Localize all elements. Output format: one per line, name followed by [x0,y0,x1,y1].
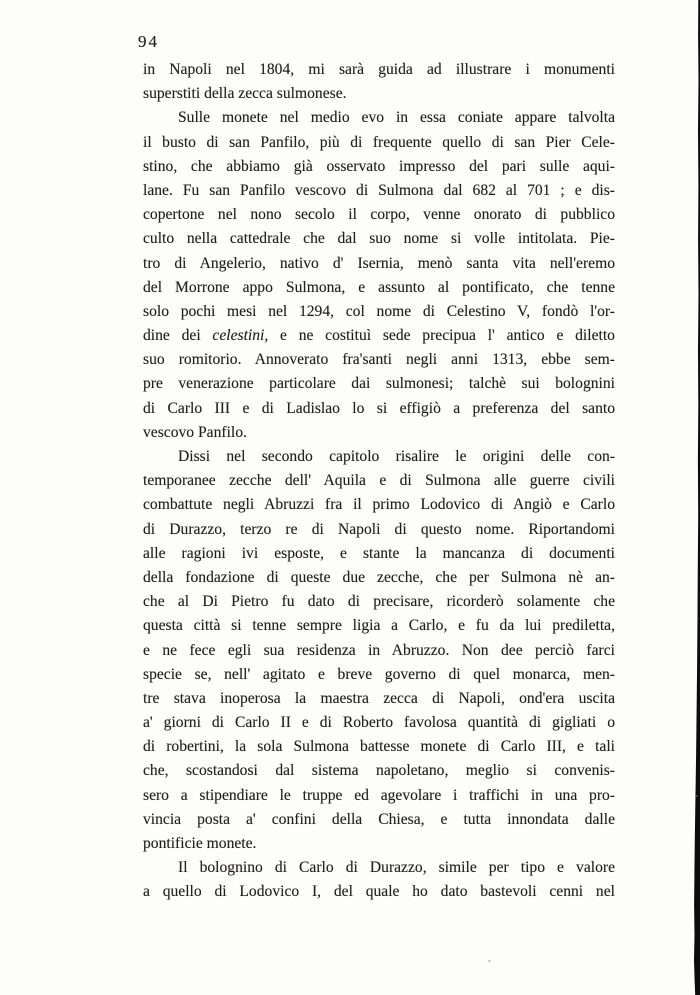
text-line [143,711,615,735]
text-line [143,687,615,711]
text-segment: combattute negli Abruzzi fra il primo Lodovico di Angiò e Carlo [143,496,615,514]
text-segment: il busto di san Panfilo, più di frequente quello di san Pier Cele- [143,133,615,151]
scan-speck [488,960,491,962]
text-segment: che, scostandosi dal sistema napoletano, meglio si convenis- [143,762,615,780]
italic-text: celestini, [212,327,269,345]
text-segment: temporanee zecche dell' Aquila e di Sulmona alle guerre civili [143,472,615,490]
text-segment: del Morrone appo Sulmona, e assunto al pontificato, che tenne [143,278,615,296]
text-segment: alle ragioni ivi esposte, e stante la mancanza di documenti [143,544,615,562]
text-line [143,614,615,638]
text-segment: di Carlo III e di Ladislao lo si effigiò a preferenza del santo [143,399,615,417]
text-line [143,421,615,445]
text-line [143,808,615,832]
text-line [143,590,615,614]
text-line [143,131,615,155]
text-line [143,324,615,348]
page-number: 94 [138,32,159,51]
text-line [143,300,615,324]
text-segment: pontificie monete. [143,835,257,852]
text-segment: a quello di Lodovico I, del quale ho dato bastevoli cenni nel [143,883,615,901]
text-line [143,179,615,203]
text-line [143,227,615,251]
text-segment: solo pochi mesi nel 1294, col nome di Celestino V, fondò l'or- [143,302,615,320]
text-segment: superstiti della zecca sulmonese. [143,85,347,103]
text-line [143,155,615,179]
text-line [143,663,615,687]
text-segment: lane. Fu san Panfilo vescovo di Sulmona dal 682 al 701 ; e dis- [143,181,615,199]
text-line [143,856,615,880]
text-line [143,348,615,372]
text-segment: Il bolognino di Carlo di Durazzo, simile per tipo e valore [178,859,615,877]
text-segment: vincia posta a' confini della Chiesa, e tutta innondata dalle [143,810,615,828]
text-segment: di robertini, la sola Sulmona battesse monete di Carlo III, e tali [143,738,615,756]
text-segment: di Durazzo, terzo re di Napoli di questo nome. Riportandomi [143,520,615,538]
text-segment: dine dei [143,327,213,345]
text-line [143,493,615,517]
text-line [143,639,615,663]
text-line [143,542,615,566]
text-segment: suo romitorio. Annoverato fra'santi negli anni 1313, ebbe sem- [143,351,615,369]
text-segment: stino, che abbiamo già osservato impresso del pari sulle aqui- [143,157,615,175]
text-segment: sero a stipendiare le truppe ed agevolare i traffichi in una pro- [143,786,615,804]
text-segment: pre venerazione particolare dai sulmonesi; talchè sui bolognini [143,375,615,393]
body-text [143,58,615,905]
text-segment: copertone nel nono secolo il corpo, venne onorato di pubblico [143,206,615,224]
text-line [143,82,615,106]
text-line [143,397,615,421]
text-segment: specie se, nell' agitato e breve governo di quel monarca, men- [143,665,615,683]
text-line [143,784,615,808]
text-line [143,518,615,542]
text-line [143,445,615,469]
text-segment: vescovo Panfilo. [143,423,247,441]
text-segment: e ne fece egli sua residenza in Abruzzo. Non dee perciò farci [143,641,615,659]
text-segment: questa città si tenne sempre ligia a Carlo, e fu da lui prediletta, [143,617,615,635]
text-line [143,276,615,300]
text-segment: che al Di Pietro fu dato di precisare, ricorderò solamente che [143,593,615,611]
text-line [143,880,615,904]
text-line [143,566,615,590]
text-line [143,58,615,82]
text-line [143,203,615,227]
scan-edge-artifact [690,0,700,995]
text-line [143,832,615,856]
text-segment: a' giorni di Carlo II e di Roberto favolosa quantità di gigliati o [143,714,615,732]
text-line [143,252,615,276]
text-segment: e ne costituì sede precipua l' antico e diletto [268,327,615,345]
text-segment: in Napoli nel 1804, mi sarà guida ad illustrare i monumenti [143,61,615,78]
text-segment: Sulle monete nel medio evo in essa coniate appare talvolta [178,109,615,127]
text-line [143,372,615,396]
text-line [143,735,615,759]
text-segment: della fondazione di queste due zecche, che per Sulmona nè an- [143,568,615,586]
text-line [143,106,615,130]
text-segment: tro di Angelerio, nativo d' Isernia, menò santa vita nell'eremo [143,254,615,272]
text-line [143,759,615,783]
text-line [143,469,615,493]
text-segment: Dissi nel secondo capitolo risalire le origini delle con- [178,448,615,465]
text-segment: culto nella cattedrale che dal suo nome si volle intitolata. Pie- [143,230,615,248]
text-segment: tre stava inoperosa la maestra zecca di Napoli, ond'era uscita [143,689,615,707]
